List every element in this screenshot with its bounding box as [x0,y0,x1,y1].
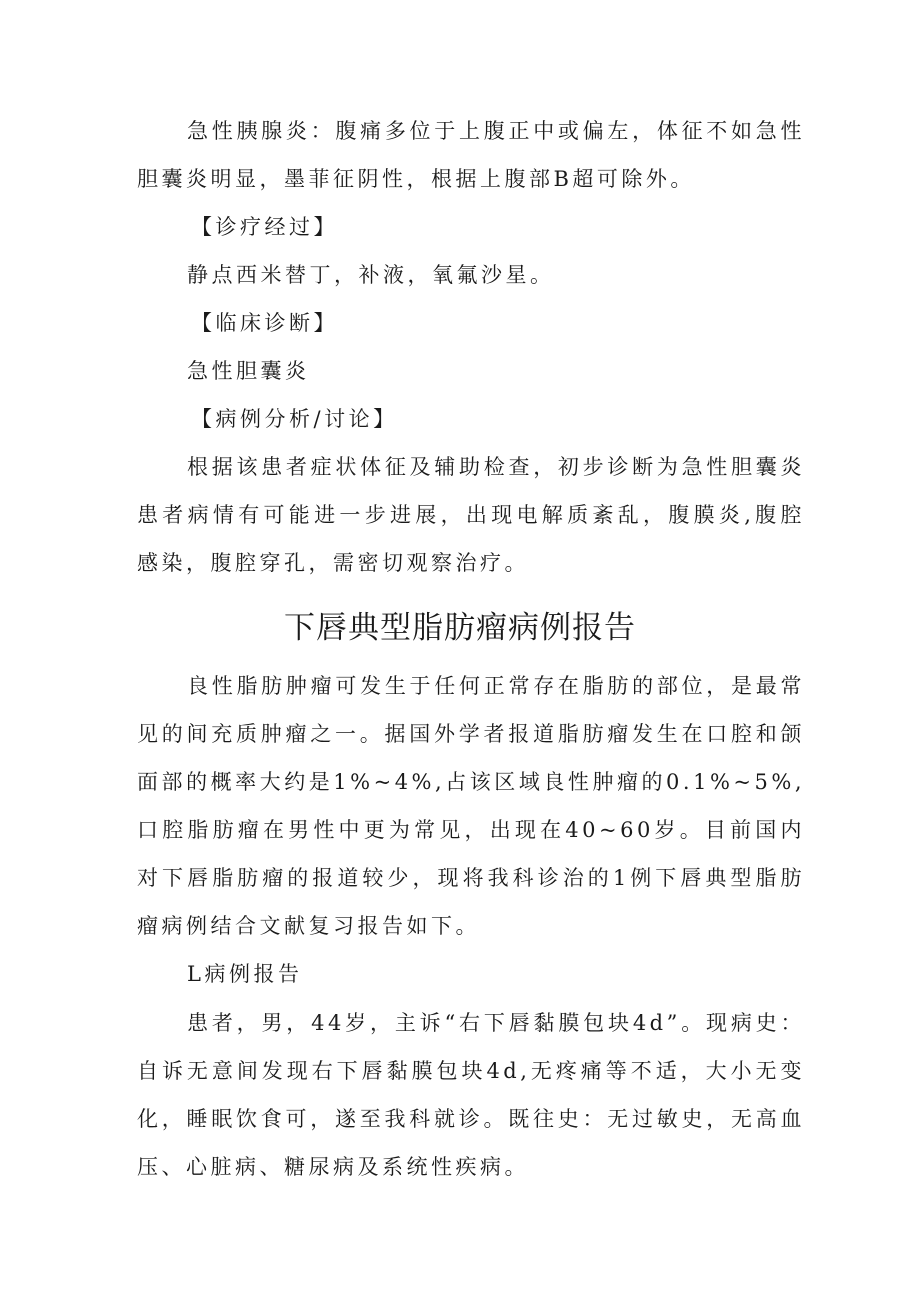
paragraph-acute-pancreatitis: 急性胰腺炎：腹痛多位于上腹正中或偏左，体征不如急性胆囊炎明显，墨菲征阴性，根据上腹部B超可除外。 [137,119,805,191]
heading-clinical-diagnosis: 【临床诊断】 [191,311,338,335]
heading-treatment-process: 【诊疗经过】 [191,215,338,239]
heading-case-report: L病例报告 [187,962,303,986]
paragraph-clinical-diagnosis: 急性胆囊炎 [187,359,310,383]
paragraph-case-report: 患者，男，44岁，主诉“右下唇黏膜包块4d”。现病史：自诉无意间发现右下唇黏膜包块4d,无疼痛等不适，大小无变化，睡眠饮食可，遂至我科就诊。既往史：无过敏史，无高血压、心脏病、糖尿病及系统性疾病。 [137,1011,805,1179]
paragraph-case-analysis: 根据该患者症状体征及辅助检查，初步诊断为急性胆囊炎患者病情有可能进一步进展，出现电解质紊乱，腹膜炎,腹腔感染，腹腔穿孔，需密切观察治疗。 [137,455,805,575]
paragraph-treatment-process: 静点西米替丁，补液，氧氟沙星。 [187,263,555,287]
report-title: 下唇典型脂肪瘤病例报告 [284,610,636,646]
heading-case-analysis: 【病例分析/讨论】 [191,407,398,431]
paragraph-introduction: 良性脂肪肿瘤可发生于任何正常存在脂肪的部位，是最常见的间充质肿瘤之一。据国外学者报道脂肪瘤发生在口腔和颌面部的概率大约是1%~4%,占该区域良性肿瘤的0.1%~5%,口腔脂肪瘤在男性中更为常见，出现在40~60岁。目前国内对下唇脂肪瘤的报道较少，现将我科诊治的1例下唇典型脂肪瘤病例结合文献复习报告如下。 [137,674,805,938]
